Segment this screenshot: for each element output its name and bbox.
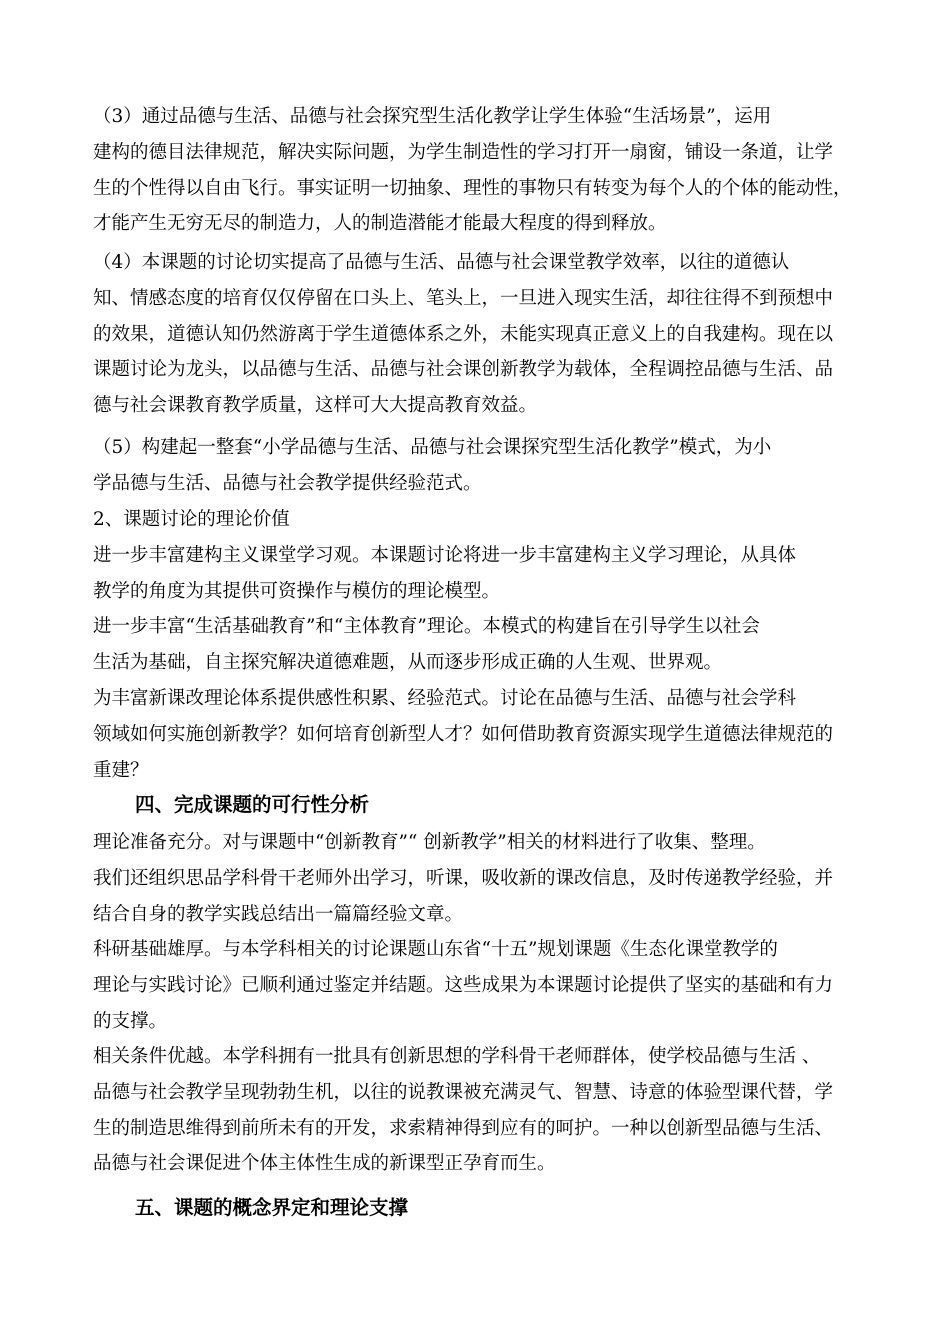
text-line: 结合自身的教学实践总结出一篇篇经验文章。 — [93, 903, 464, 925]
text-line: 为丰富新课改理论体系提供感性积累、经验范式。讨论在品德与生活、品德与社会学科 — [93, 688, 797, 709]
text-line: 进一步丰富“生活基础教育”和“主体教育”理论。本模式的构建旨在引导学生以社会 — [93, 616, 760, 637]
text-line: 品德与社会课促进个体主体性生成的新课型正孕育而生。 — [93, 1153, 556, 1175]
section-heading-feasibility: 四、完成课题的可行性分析 — [135, 793, 370, 816]
text-line: 知、情感态度的培育仅仅停留在口头上、笔头上，一旦进入现实生活，却往往得不到预想中 — [93, 287, 834, 309]
text-line: 德与社会课教育教学质量，这样可大大提高教育效益。 — [93, 395, 538, 417]
text-line: （5）构建起一整套“小学品德与生活、品德与社会课探究型生活化教学”模式，为小 — [93, 437, 772, 458]
paragraph-new-curriculum — [93, 681, 865, 788]
text-line: 相关条件优越。本学科拥有一批具有创新思想的学科骨干老师群体，使学校品德与生活 、 — [93, 1046, 821, 1067]
paragraph-research-base — [93, 932, 865, 1039]
text-line: 理论与实践讨论》已顺利通过鉴定并结题。这些成果为本课题讨论提供了坚实的基础和有力 — [93, 974, 834, 996]
text-line: 才能产生无穷无尽的制造力，人的制造潜能才能最大程度的得到释放。 — [93, 213, 667, 235]
paragraph-point-3 — [93, 99, 865, 242]
paragraph-conditions — [93, 1039, 865, 1182]
paragraph-constructivism — [93, 538, 865, 610]
text-line: 理论准备充分。对与课题中“创新教育”“ 创新教学”相关的材料进行了收集、整理。 — [93, 832, 766, 853]
text-line: 的支撑。 — [93, 1010, 168, 1032]
paragraph-point-5 — [93, 430, 865, 502]
paragraph-life-education — [93, 609, 865, 681]
text-line: 课题讨论为龙头，以品德与生活、品德与社会课创新教学为载体，全程调控品德与生活、品 — [93, 359, 834, 381]
text-line: 2、课题讨论的理论价值 — [93, 509, 290, 530]
text-line: 进一步丰富建构主义课堂学习观。本课题讨论将进一步丰富建构主义学习理论，从具体 — [93, 545, 797, 566]
text-line: 生的制造思维得到前所未有的开发，求索精神得到应有的呵护。一种以创新型品德与生活、 — [93, 1117, 834, 1139]
text-line: 建构的德目法律规范，解决实际问题，为学生制造性的学习打开一扇窗，铺设一条道，让学 — [93, 141, 834, 163]
text-line: 生活为基础，自主探究解决道德难题，从而逐步形成正确的人生观、世界观。 — [93, 651, 723, 673]
text-line: 生的个性得以自由飞行。事实证明一切抽象、理性的事物只有转变为每个人的个体的能动性， — [93, 177, 852, 199]
text-line: 科研基础雄厚。与本学科相关的讨论课题山东省“十五”规划课题《生态化课堂教学的 — [93, 939, 778, 960]
text-line: 我们还组织思品学科骨干老师外出学习，听课，吸收新的课改信息，及时传递教学经验，并 — [93, 867, 834, 889]
text-line: 重建？ — [93, 759, 149, 781]
paragraph-theory-prep — [93, 825, 865, 932]
subheading-theory-value — [93, 502, 865, 538]
text-line: 学品德与生活、品德与社会教学提供经验范式。 — [93, 472, 482, 494]
text-line: 教学的角度为其提供可资操作与模仿的理论模型。 — [93, 580, 501, 602]
text-line: （3）通过品德与生活、品德与社会探究型生活化教学让学生体验“生活场景”，运用 — [93, 106, 772, 127]
paragraph-point-4 — [93, 245, 865, 424]
text-line: 品德与社会教学呈现勃勃生机，以往的说教课被充满灵气、智慧、诗意的体验型课代替，学 — [93, 1081, 834, 1103]
section-heading-concepts: 五、课题的概念界定和理论支撑 — [135, 1196, 409, 1219]
text-line: 的效果，道德认知仍然游离于学生道德体系之外，未能实现真正意义上的自我建构。现在以 — [93, 323, 834, 345]
text-line: 领域如何实施创新教学？如何培育创新型人才？如何借助教育资源实现学生道德法律规范的 — [93, 723, 834, 745]
text-line: （4）本课题的讨论切实提高了品德与生活、品德与社会课堂教学效率，以往的道德认 — [93, 252, 790, 273]
